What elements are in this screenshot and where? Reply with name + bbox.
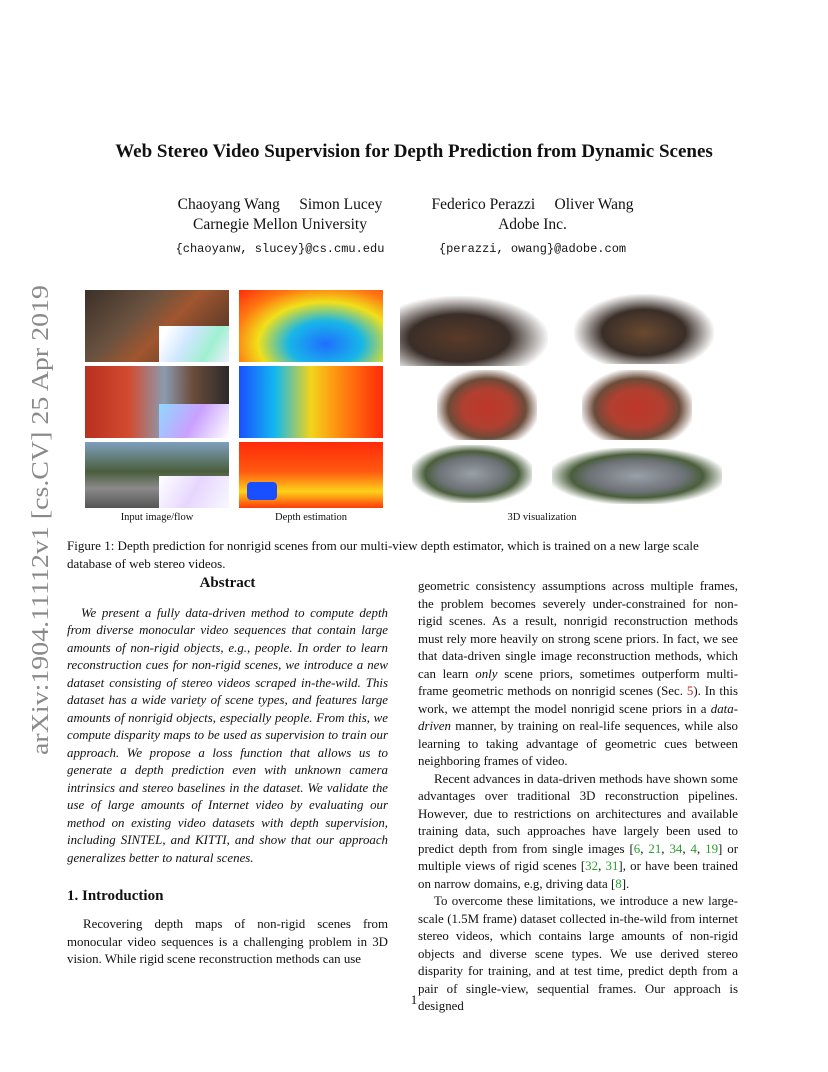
author-affiliation: Adobe Inc. (498, 216, 567, 233)
point-cloud-3a (412, 445, 532, 503)
citation-link[interactable]: 6 (633, 841, 641, 856)
depth-map-3 (239, 442, 383, 508)
right-column (418, 578, 738, 1016)
figure-label-depth: Depth estimation (274, 512, 348, 523)
abstract-body: We present a fully data-driven method to compute depth from diverse monocular video sequences that contain large amounts of non-rigid objects, e.g., people. In order to learn reconstruction cues for non-rigid scenes, we introduce a new dataset consisting of stereo videos scraped in-the-wild. This dataset has a wide variety of scene types, and features large amounts of nonrigid objects, especially people. From this, we compute disparity maps to be used as supervision to train our approach. We propose a loss function that allows us to generate a depth prediction even with unknown camera intrinsics and stereo baselines in the dataset. We validate the use of large amounts of Internet video by evaluating our method on existing video datasets with depth supervision, including SINTEL, and KITTI, and show that our approach generalizes better to natural scenes. (67, 605, 388, 865)
author-email: {chaoyanw, slucey}@cs.cmu.edu (175, 242, 385, 256)
arxiv-stamp-text: arXiv:1904.11112v1 [cs.CV] 25 Apr 2019 (27, 342, 54, 755)
abstract-heading: Abstract (199, 575, 256, 591)
paragraph-3: To overcome these limitations, we introduce a new large-scale (1.5M frame) dataset collected in-the-wild from internet stereo videos, which contains large amounts of non-rigid objects and diverse scene types. We use derived stereo disparity for training, and at test time, predict depth from a pair of single-view, sequential frames. Our approach is designed (418, 894, 738, 1013)
citation-link[interactable]: 31 (605, 859, 619, 873)
flow-inset (159, 476, 229, 508)
paragraph-1 (418, 578, 738, 771)
flow-inset (159, 326, 229, 362)
author-email: {perazzi, owang}@adobe.com (438, 242, 627, 256)
section-heading-introduction: 1. Introduction (67, 888, 164, 904)
depth-map-1 (239, 290, 383, 362)
depth-car (247, 482, 277, 500)
text-run: ]. (621, 876, 630, 891)
input-image-2 (85, 366, 229, 438)
citation-link[interactable]: 34 (669, 841, 683, 856)
text-run: manner, by training on real-life sequences, while also learning to taking advantage of geometric cues between neighboring frames of video. (418, 719, 738, 768)
flow-inset (159, 404, 229, 438)
section-link[interactable]: 5 (686, 684, 694, 698)
citation-link[interactable]: 21 (648, 841, 662, 856)
depth-map-2 (239, 366, 383, 438)
point-cloud-2a (437, 370, 537, 440)
paper-title: Web Stereo Video Supervision for Depth Prediction from Dynamic Scenes (115, 141, 713, 162)
citation-link[interactable]: 19 (705, 841, 719, 856)
arxiv-stamp (18, 285, 58, 755)
figure-caption: Figure 1: Depth prediction for nonrigid scenes from our multi-view depth estimator, which is trained on a new large scale database of web stereo videos. (67, 538, 699, 571)
author-block-cmu (150, 195, 410, 259)
page-number: 1 (410, 992, 418, 1007)
author-affiliation: Carnegie Mellon University (193, 216, 367, 233)
text-run: scene priors, sometimes outperform multi-frame geometric methods on nonrigid scenes (Sec. (418, 666, 738, 698)
text-run: geometric consistency assumptions across multiple frames, the problem becomes severely under-constrained for non-rigid scenes. As a result, nonrigid reconstruction methods must rely more heavily on strong scene priors. In fact, we see that data-driven single image reconstruction methods, which can learn (418, 579, 738, 681)
author-list (0, 195, 828, 255)
input-image-3 (85, 442, 229, 508)
figure-label-3d: 3D visualization (507, 512, 577, 523)
paragraph-2: Recent advances in data-driven methods have shown some advantages over traditional 3D reconstruction pipelines. However, due to restrictions on architectures and available training data, such approaches have largely been used to predict depth from from single images [6, 21, 34, 4, 19] or multiple views of rigid scenes [32, 31], or have been trained on narrow domains, e.g, driving data [8]. (418, 771, 739, 891)
point-cloud-1a (400, 296, 548, 366)
input-image-1 (85, 290, 229, 362)
author-block-adobe (405, 195, 660, 259)
figure-label-input: Input image/flow (120, 512, 194, 523)
citation-link[interactable]: 4 (690, 841, 697, 856)
intro-paragraph: Recovering depth maps of non-rigid scenes from monocular video sequences is a challenging problem in 3D vision. While rigid scene reconstruction methods can use (67, 917, 388, 966)
point-cloud-2b (582, 370, 692, 440)
text-run: ] or multiple views of rigid scenes [ (418, 841, 738, 873)
abstract-section (67, 575, 388, 867)
point-cloud-1b (574, 294, 714, 364)
figure-1 (82, 290, 732, 526)
point-cloud-3b (552, 448, 722, 504)
citation-link[interactable]: 32 (585, 859, 599, 873)
author-names: Chaoyang Wang Simon Lucey (177, 196, 383, 213)
author-names: Federico Perazzi Oliver Wang (431, 196, 634, 213)
text-run: ], or have been trained on narrow domains, e.g, driving data [ (418, 859, 739, 891)
citation-link[interactable]: 8 (615, 876, 622, 891)
emphasis-only: only (475, 666, 498, 681)
emphasis-data-driven: data-driven (418, 701, 738, 733)
text-run: Recent advances in data-driven methods have shown some advantages over traditional 3D reconstruction pipelines. However, due to restrictions on architectures and available training data, such approaches have largely been used to predict depth from from single images [ (418, 771, 738, 856)
text-run: ). In this work, we attempt the model nonrigid scene priors in a (418, 684, 738, 716)
